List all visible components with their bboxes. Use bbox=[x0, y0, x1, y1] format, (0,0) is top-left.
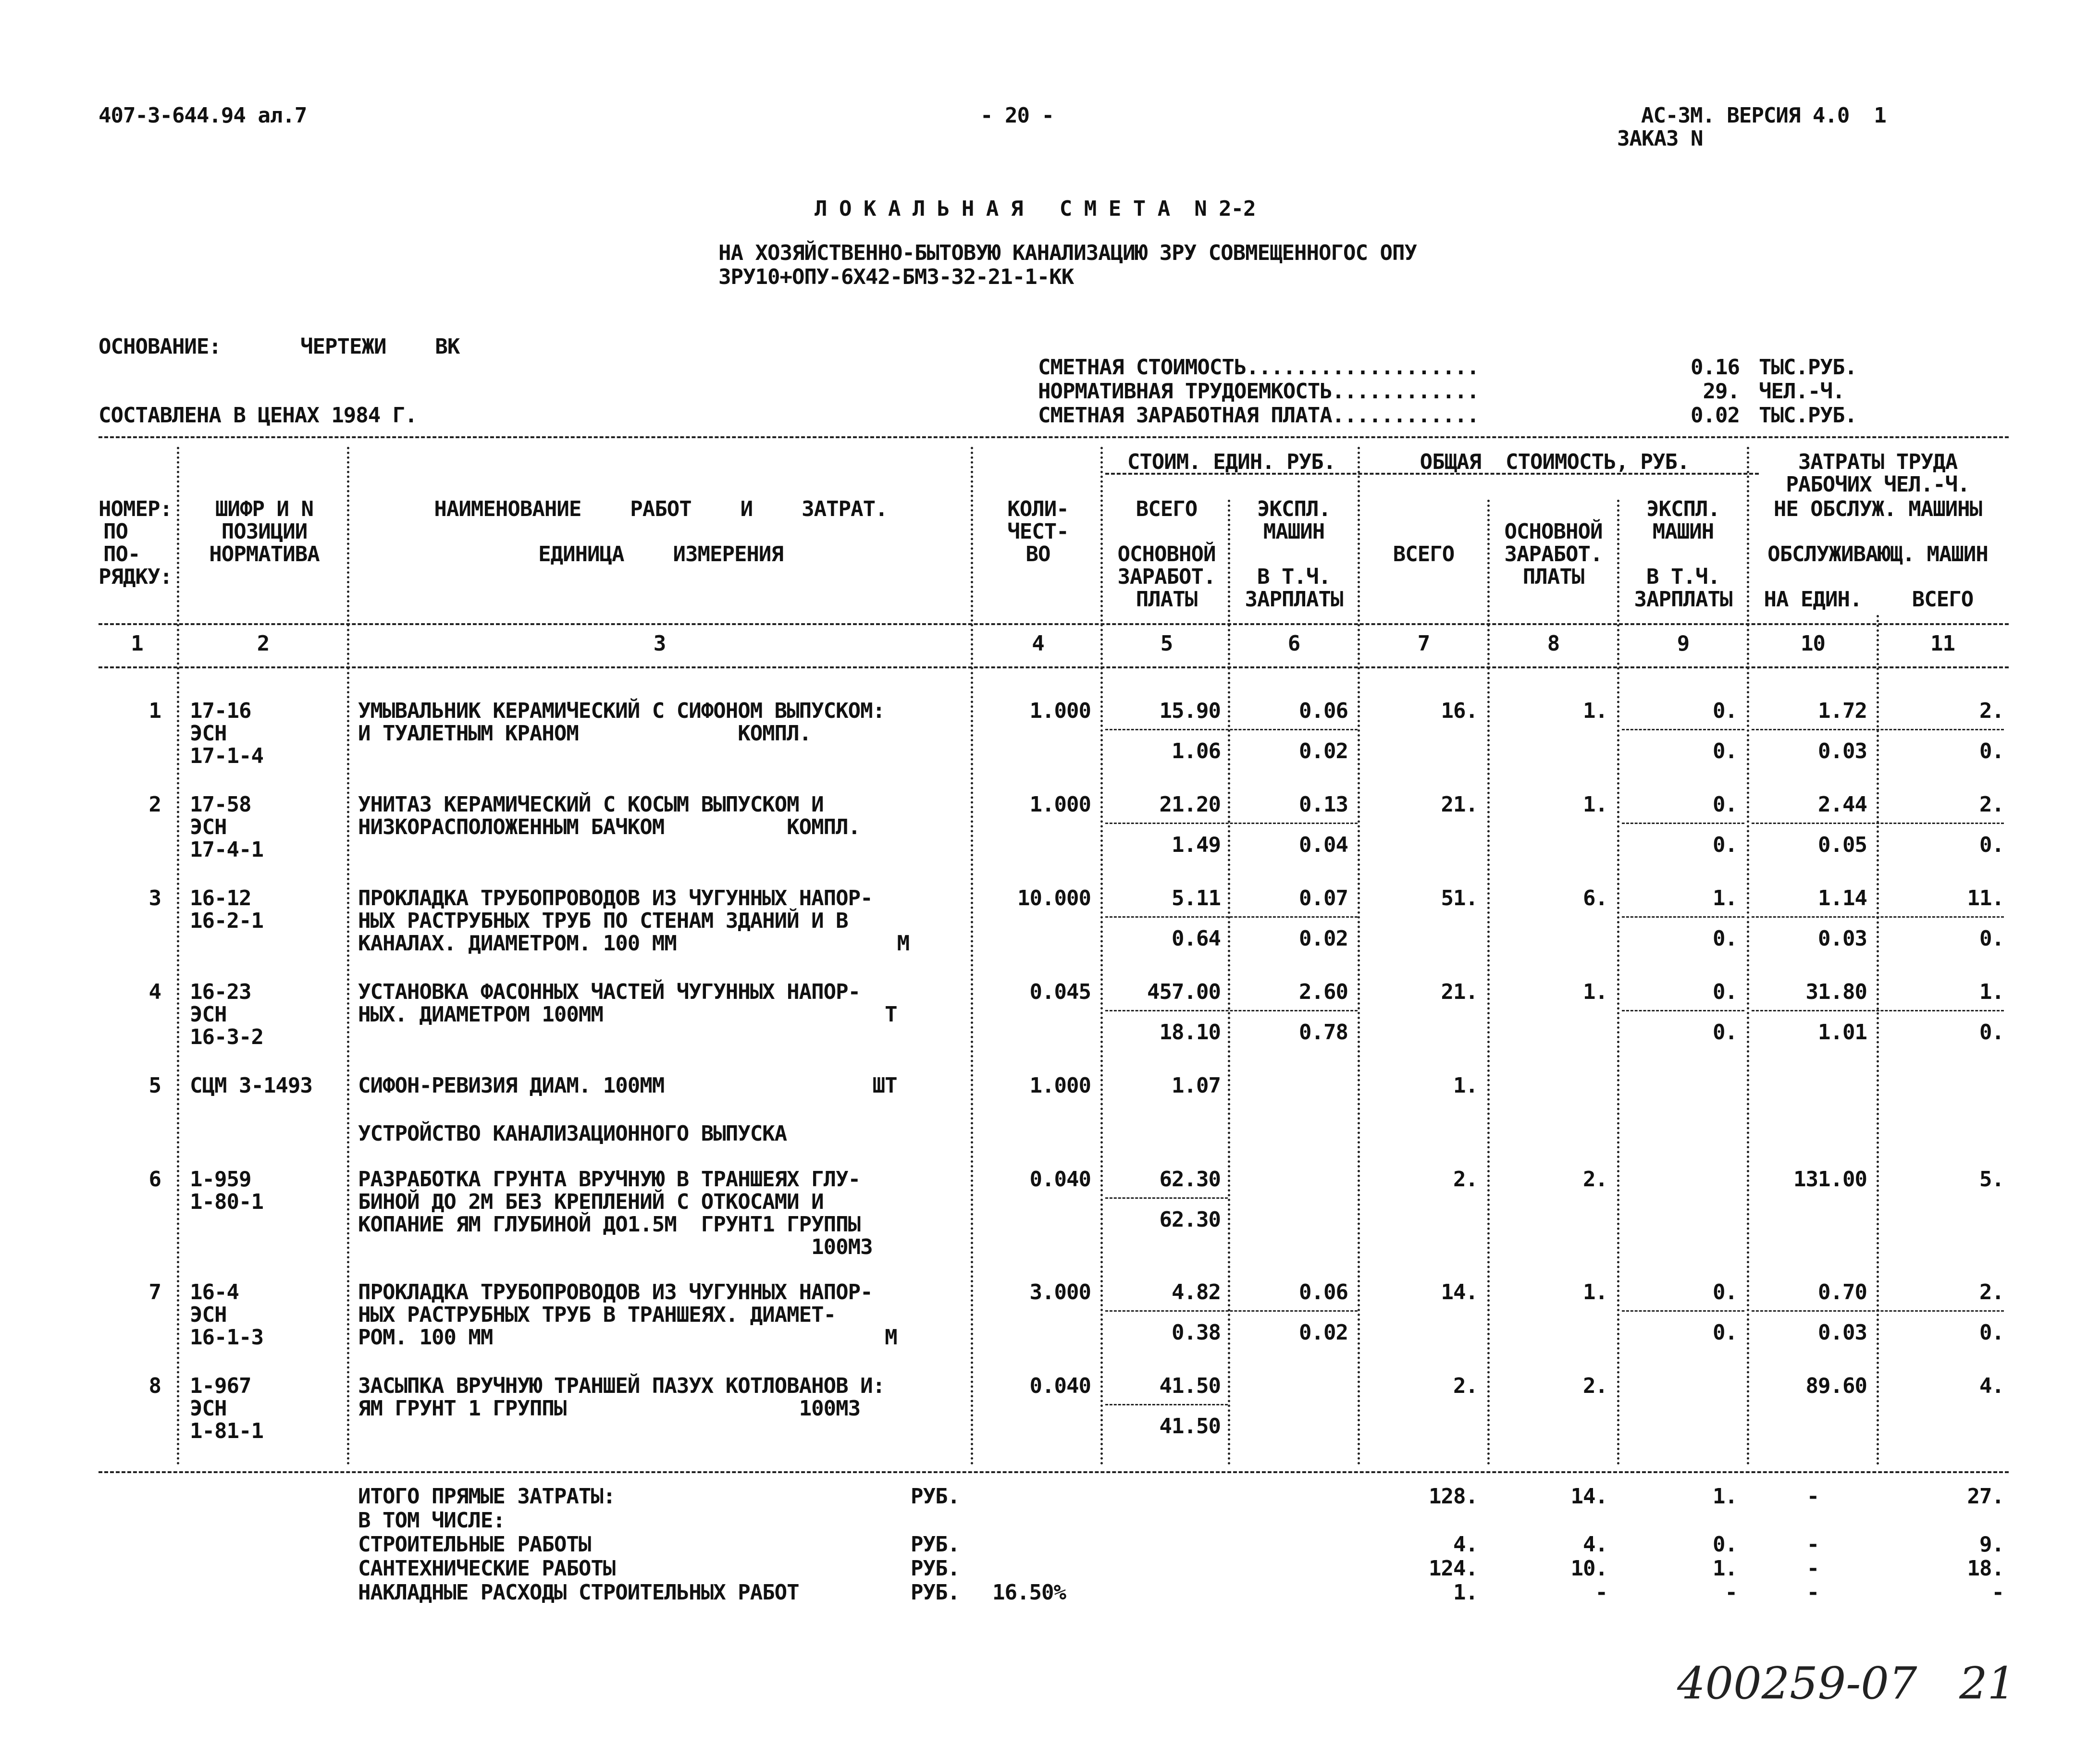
norm-code: ЭСН bbox=[190, 721, 227, 746]
col2-header: ШИФР И N bbox=[215, 497, 313, 521]
total-machines: 0. bbox=[1713, 1532, 1737, 1557]
unit-cost-total: 62.30 bbox=[1159, 1167, 1221, 1192]
labor-total: 5. bbox=[1979, 1167, 2004, 1192]
work-name: УНИТАЗ КЕРАМИЧЕСКИЙ С КОСЫМ ВЫПУСКОМ И bbox=[358, 792, 824, 817]
column-number: 6 bbox=[1287, 631, 1300, 656]
total-wages: 1. bbox=[1583, 699, 1607, 723]
col4-header: ЧЕСТ- bbox=[1007, 519, 1069, 544]
work-name: НИЗКОРАСПОЛОЖЕННЫМ БАЧКОМ КОМПЛ. bbox=[358, 815, 861, 839]
unit-cost-wages: 1.06 bbox=[1172, 739, 1221, 763]
column-separator bbox=[1358, 447, 1360, 1465]
col1-header: ПО- bbox=[103, 542, 140, 566]
labor-total: 2. bbox=[1979, 699, 2004, 723]
row-number: 1 bbox=[148, 699, 161, 723]
summary-value: 0.16 bbox=[1691, 355, 1740, 380]
cell-split-rule bbox=[1622, 1310, 1744, 1312]
quantity: 1.000 bbox=[1029, 699, 1091, 723]
labor-per-unit: 1.14 bbox=[1818, 886, 1867, 910]
total-unit: РУБ. bbox=[911, 1580, 960, 1605]
header-bottom-rule bbox=[99, 623, 2009, 625]
row-number: 7 bbox=[148, 1280, 161, 1304]
column-separator bbox=[1747, 447, 1749, 1465]
total-labor-unit: - bbox=[1806, 1532, 1819, 1557]
row-number: 5 bbox=[148, 1073, 161, 1098]
unit-cost-wages: 41.50 bbox=[1159, 1414, 1221, 1439]
work-name: ПРОКЛАДКА ТРУБОПРОВОДОВ ИЗ ЧУГУННЫХ НАПОР- bbox=[358, 886, 873, 910]
total-label: НАКЛАДНЫЕ РАСХОДЫ СТРОИТЕЛЬНЫХ РАБОТ bbox=[358, 1580, 799, 1605]
labor-machine-per-unit: 0.03 bbox=[1818, 1320, 1867, 1345]
total-machines: 1. bbox=[1713, 886, 1737, 910]
col9-header: ЭКСПЛ. bbox=[1646, 497, 1720, 521]
work-name: УМЫВАЛЬНИК КЕРАМИЧЕСКИЙ С СИФОНОМ ВЫПУСКОМ: bbox=[358, 699, 885, 723]
summary-value: 0.02 bbox=[1691, 403, 1740, 428]
total-unit: РУБ. bbox=[911, 1484, 960, 1509]
total-labor-unit: - bbox=[1806, 1484, 1819, 1509]
work-name: НЫХ. ДИАМЕТРОМ 100ММ Т bbox=[358, 1002, 897, 1027]
column-number: 1 bbox=[131, 631, 143, 656]
labor-total: 1. bbox=[1979, 980, 2004, 1004]
labor-total: 2. bbox=[1979, 792, 2004, 817]
column-separator bbox=[1100, 447, 1103, 1465]
total-wages: 14. bbox=[1570, 1484, 1607, 1509]
quantity: 0.040 bbox=[1029, 1167, 1091, 1192]
total-machines: 1. bbox=[1713, 1556, 1737, 1581]
col2-header: ПОЗИЦИИ bbox=[221, 519, 308, 544]
col10-header: НА ЕДИН. bbox=[1764, 587, 1862, 612]
unit-cost-machines: 2.60 bbox=[1299, 980, 1348, 1004]
labor-total: 11. bbox=[1967, 886, 2004, 910]
work-name: НЫХ РАСТРУБНЫХ ТРУБ В ТРАНШЕЯХ. ДИАМЕТ- bbox=[358, 1303, 836, 1327]
unit-cost-total: 15.90 bbox=[1159, 699, 1221, 723]
labor-group-header: РАБОЧИХ ЧЕЛ.-Ч. bbox=[1786, 472, 1970, 497]
total-wages: 1. bbox=[1583, 1280, 1607, 1304]
labor-machine-total: 0. bbox=[1979, 1320, 2004, 1345]
total-labor: - bbox=[1991, 1580, 2004, 1605]
total-machines: 1. bbox=[1713, 1484, 1737, 1509]
cell-split-rule bbox=[1105, 1010, 1358, 1011]
work-name: ЗАСЫПКА ВРУЧНУЮ ТРАНШЕЙ ПАЗУХ КОТЛОВАНОВ И: bbox=[358, 1374, 885, 1398]
col4-header: ВО bbox=[1025, 542, 1050, 566]
total-label: ИТОГО ПРЯМЫЕ ЗАТРАТЫ: bbox=[358, 1484, 616, 1509]
column-separator bbox=[1487, 500, 1490, 1465]
total-label: САНТЕХНИЧЕСКИЕ РАБОТЫ bbox=[358, 1556, 616, 1581]
col1-header: ПО bbox=[103, 519, 128, 544]
col9-header: МАШИН bbox=[1652, 519, 1714, 544]
col5-header: ВСЕГО bbox=[1136, 497, 1198, 521]
total-cost: 1. bbox=[1453, 1580, 1478, 1605]
norm-code: 16-2-1 bbox=[190, 909, 263, 933]
total-cost: 51. bbox=[1441, 886, 1478, 910]
total-cost: 2. bbox=[1453, 1374, 1478, 1398]
norm-code: 1-967 bbox=[190, 1374, 251, 1398]
labor-subheader: НЕ ОБСЛУЖ. МАШИНЫ bbox=[1773, 497, 1982, 521]
cell-split-rule bbox=[1752, 916, 2004, 918]
version-label: АС-ЗМ. ВЕРСИЯ 4.0 1 bbox=[1641, 103, 1886, 128]
total-cost-group-header: ОБЩАЯ СТОИМОСТЬ, РУБ. bbox=[1420, 450, 1690, 474]
column-number: 2 bbox=[257, 631, 270, 656]
labor-machine-total: 0. bbox=[1979, 1020, 2004, 1045]
norm-code: ЭСН bbox=[190, 1303, 227, 1327]
unit-cost-wages: 18.10 bbox=[1159, 1020, 1221, 1045]
total-labor: 18. bbox=[1967, 1556, 2004, 1581]
norm-code: 16-3-2 bbox=[190, 1025, 263, 1049]
total-cost: 21. bbox=[1441, 980, 1478, 1004]
labor-machine-per-unit: 1.01 bbox=[1818, 1020, 1867, 1045]
handwritten-reference: 400259-07 21 bbox=[1677, 1658, 2016, 1709]
norm-code: 1-81-1 bbox=[190, 1419, 263, 1443]
cell-split-rule bbox=[1105, 916, 1358, 918]
cell-split-rule bbox=[1105, 1310, 1358, 1312]
column-separator bbox=[1617, 500, 1619, 1465]
quantity: 10.000 bbox=[1017, 886, 1091, 910]
col8-header: ПЛАТЫ bbox=[1522, 565, 1584, 589]
col5-header: ЗАРАБОТ. bbox=[1117, 565, 1216, 589]
norm-code: ЭСН bbox=[190, 1396, 227, 1421]
cell-split-rule bbox=[1752, 823, 2004, 824]
unit-cost-machines: 0.13 bbox=[1299, 792, 1348, 817]
total-wages: 2. bbox=[1583, 1167, 1607, 1192]
column-number: 9 bbox=[1677, 631, 1690, 656]
col6-header: ЗАРПЛАТЫ bbox=[1245, 587, 1343, 612]
cell-split-rule bbox=[1105, 823, 1358, 824]
total-cost: 21. bbox=[1441, 792, 1478, 817]
work-name: СИФОН-РЕВИЗИЯ ДИАМ. 100ММ ШТ bbox=[358, 1073, 897, 1098]
basis-value: ЧЕРТЕЖИ ВК bbox=[300, 334, 460, 359]
total-wages: 4. bbox=[1583, 1532, 1607, 1557]
work-name: НЫХ РАСТРУБНЫХ ТРУБ ПО СТЕНАМ ЗДАНИЙ И В bbox=[358, 909, 848, 933]
cell-split-rule bbox=[1622, 729, 1744, 730]
total-cost: 14. bbox=[1441, 1280, 1478, 1304]
column-separator bbox=[1228, 500, 1230, 1465]
quantity: 1.000 bbox=[1029, 792, 1091, 817]
total-cost: 1. bbox=[1453, 1073, 1478, 1098]
col6-header: МАШИН bbox=[1263, 519, 1325, 544]
row-number: 3 bbox=[148, 886, 161, 910]
norm-code: 1-959 bbox=[190, 1167, 251, 1192]
col5-header: ПЛАТЫ bbox=[1136, 587, 1198, 612]
summary-label: СМЕТНАЯ ЗАРАБОТНАЯ ПЛАТА............ bbox=[1038, 403, 1479, 428]
unit-cost-machine-wages: 0.78 bbox=[1299, 1020, 1348, 1045]
estimate-object-code: ЗРУ10+ОПУ-6Х42-БМЗ-32-21-1-КК bbox=[718, 265, 1074, 289]
total-labor-unit: - bbox=[1806, 1556, 1819, 1581]
total-machine-wages: 0. bbox=[1713, 833, 1737, 857]
work-name: ЯМ ГРУНТ 1 ГРУППЫ 100М3 bbox=[358, 1396, 861, 1421]
unit-cost-group-header: СТОИМ. ЕДИН. РУБ. bbox=[1127, 450, 1336, 474]
estimate-title: Л О К А Л Ь Н А Я С М Е Т А N 2-2 bbox=[815, 197, 1256, 221]
total-wages: 2. bbox=[1583, 1374, 1607, 1398]
col9-header: ЗАРПЛАТЫ bbox=[1634, 587, 1732, 612]
unit-cost-total: 21.20 bbox=[1159, 792, 1221, 817]
col6-header: ЭКСПЛ. bbox=[1257, 497, 1331, 521]
unit-cost-total: 41.50 bbox=[1159, 1374, 1221, 1398]
total-label: В ТОМ ЧИСЛЕ: bbox=[358, 1508, 505, 1533]
column-number: 8 bbox=[1547, 631, 1560, 656]
labor-subheader: ОБСЛУЖИВАЮЩ. МАШИН bbox=[1767, 542, 1988, 566]
work-name: РАЗРАБОТКА ГРУНТА ВРУЧНУЮ В ТРАНШЕЯХ ГЛУ- bbox=[358, 1167, 861, 1192]
cell-split-rule bbox=[1105, 1404, 1228, 1405]
col8-header: ЗАРАБОТ. bbox=[1504, 542, 1603, 566]
total-machine-wages: 0. bbox=[1713, 739, 1737, 763]
labor-per-unit: 2.44 bbox=[1818, 792, 1867, 817]
total-cost: 128. bbox=[1429, 1484, 1478, 1509]
col11-header: ВСЕГО bbox=[1912, 587, 1974, 612]
unit-cost-wages: 0.64 bbox=[1172, 926, 1221, 951]
total-cost: 16. bbox=[1441, 699, 1478, 723]
row-number: 2 bbox=[148, 792, 161, 817]
unit-cost-machines: 0.07 bbox=[1299, 886, 1348, 910]
total-unit: РУБ. bbox=[911, 1556, 960, 1581]
table-bottom-rule bbox=[99, 1471, 2009, 1473]
work-name: БИНОЙ ДО 2М БЕЗ КРЕПЛЕНИЙ С ОТКОСАМИ И bbox=[358, 1190, 824, 1214]
total-label: СТРОИТЕЛЬНЫЕ РАБОТЫ bbox=[358, 1532, 591, 1557]
total-machines: 0. bbox=[1713, 792, 1737, 817]
quantity: 1.000 bbox=[1029, 1073, 1091, 1098]
summary-unit: ТЫС.РУБ. bbox=[1759, 355, 1857, 380]
col3-header: НАИМЕНОВАНИЕ РАБОТ И ЗАТРАТ. bbox=[434, 497, 888, 521]
cell-split-rule bbox=[1622, 916, 1744, 918]
labor-per-unit: 0.70 bbox=[1818, 1280, 1867, 1304]
norm-code: 16-12 bbox=[190, 886, 251, 910]
summary-unit: ЧЕЛ.-Ч. bbox=[1759, 379, 1845, 404]
cell-split-rule bbox=[1752, 1310, 2004, 1312]
column-number: 5 bbox=[1160, 631, 1173, 656]
cell-split-rule bbox=[1622, 1010, 1744, 1011]
cell-split-rule bbox=[1752, 1010, 2004, 1011]
unit-cost-machines: 0.06 bbox=[1299, 1280, 1348, 1304]
total-machine-wages: 0. bbox=[1713, 926, 1737, 951]
col5-header: ОСНОВНОЙ bbox=[1117, 542, 1216, 566]
doc-code: 407-3-644.94 ал.7 bbox=[99, 103, 307, 128]
labor-machine-total: 0. bbox=[1979, 926, 2004, 951]
total-labor-unit: - bbox=[1806, 1580, 1819, 1605]
column-number: 10 bbox=[1801, 631, 1825, 656]
col1-header: НОМЕР: bbox=[99, 497, 172, 521]
summary-unit: ТЫС.РУБ. bbox=[1759, 403, 1857, 428]
price-level: СОСТАВЛЕНА В ЦЕНАХ 1984 Г. bbox=[99, 403, 417, 428]
unit-cost-wages: 62.30 bbox=[1159, 1207, 1221, 1232]
total-cost: 2. bbox=[1453, 1167, 1478, 1192]
row-number: 6 bbox=[148, 1167, 161, 1192]
col9-header: В Т.Ч. bbox=[1646, 565, 1720, 589]
total-cost: 124. bbox=[1429, 1556, 1478, 1581]
column-number: 11 bbox=[1930, 631, 1955, 656]
labor-machine-per-unit: 0.03 bbox=[1818, 739, 1867, 763]
norm-code: ЭСН bbox=[190, 815, 227, 839]
total-wages: 10. bbox=[1570, 1556, 1607, 1581]
labor-machine-total: 0. bbox=[1979, 833, 2004, 857]
summary-label: НОРМАТИВНАЯ ТРУДОЕМКОСТЬ............ bbox=[1038, 379, 1479, 404]
total-labor: 27. bbox=[1967, 1484, 2004, 1509]
work-name: И ТУАЛЕТНЫМ КРАНОМ КОМПЛ. bbox=[358, 721, 812, 746]
basis-label: ОСНОВАНИЕ: bbox=[99, 334, 221, 359]
unit-cost-total: 5.11 bbox=[1172, 886, 1221, 910]
labor-machine-per-unit: 0.03 bbox=[1818, 926, 1867, 951]
col2-header: НОРМАТИВА bbox=[209, 542, 320, 566]
page-number: - 20 - bbox=[980, 103, 1054, 128]
labor-total: 4. bbox=[1979, 1374, 2004, 1398]
unit-cost-machine-wages: 0.04 bbox=[1299, 833, 1348, 857]
row-number: 4 bbox=[148, 980, 161, 1004]
col3-header: ЕДИНИЦА ИЗМЕРЕНИЯ bbox=[538, 542, 783, 566]
norm-code: 16-1-3 bbox=[190, 1325, 263, 1350]
col6-header: В Т.Ч. bbox=[1257, 565, 1331, 589]
summary-value: 29. bbox=[1703, 379, 1740, 404]
total-cost: 4. bbox=[1453, 1532, 1478, 1557]
quantity: 0.040 bbox=[1029, 1374, 1091, 1398]
labor-total: 2. bbox=[1979, 1280, 2004, 1304]
norm-code: 16-23 bbox=[190, 980, 251, 1004]
column-number-rule bbox=[99, 666, 2009, 668]
col1-header: РЯДКУ: bbox=[99, 565, 172, 589]
section-title: УСТРОЙСТВО КАНАЛИЗАЦИОННОГО ВЫПУСКА bbox=[358, 1121, 787, 1146]
column-separator bbox=[1877, 615, 1879, 1465]
norm-code: 17-1-4 bbox=[190, 744, 263, 768]
estimate-subtitle: НА ХОЗЯЙСТВЕННО-БЫТОВУЮ КАНАЛИЗАЦИЮ ЗРУ СОВМЕЩЕННОГОС ОПУ bbox=[718, 241, 1417, 265]
total-wages: 1. bbox=[1583, 792, 1607, 817]
total-machine-wages: 0. bbox=[1713, 1320, 1737, 1345]
total-machines: - bbox=[1725, 1580, 1737, 1605]
column-number: 7 bbox=[1417, 631, 1430, 656]
column-number: 3 bbox=[653, 631, 666, 656]
unit-cost-wages: 0.38 bbox=[1172, 1320, 1221, 1345]
norm-code: 17-16 bbox=[190, 699, 251, 723]
unit-cost-machine-wages: 0.02 bbox=[1299, 1320, 1348, 1345]
labor-per-unit: 89.60 bbox=[1805, 1374, 1867, 1398]
unit-cost-machine-wages: 0.02 bbox=[1299, 739, 1348, 763]
total-machines: 0. bbox=[1713, 1280, 1737, 1304]
unit-cost-total: 457.00 bbox=[1147, 980, 1221, 1004]
cell-split-rule bbox=[1105, 1197, 1228, 1199]
cell-split-rule bbox=[1752, 729, 2004, 730]
work-name: УСТАНОВКА ФАСОННЫХ ЧАСТЕЙ ЧУГУННЫХ НАПОР- bbox=[358, 980, 861, 1004]
order-label: ЗАКАЗ N bbox=[1617, 126, 1703, 151]
norm-code: СЦМ 3-1493 bbox=[190, 1073, 312, 1098]
norm-code: 16-4 bbox=[190, 1280, 239, 1304]
row-number: 8 bbox=[148, 1374, 161, 1398]
column-separator bbox=[971, 447, 973, 1465]
col4-header: КОЛИ- bbox=[1007, 497, 1069, 521]
table-top-rule bbox=[99, 436, 2009, 438]
total-wages: 1. bbox=[1583, 980, 1607, 1004]
labor-group-header: ЗАТРАТЫ ТРУДА bbox=[1798, 450, 1958, 474]
work-name: КОПАНИЕ ЯМ ГЛУБИНОЙ ДО1.5М ГРУНТ1 ГРУППЫ bbox=[358, 1212, 861, 1237]
unit-cost-total: 4.82 bbox=[1172, 1280, 1221, 1304]
labor-per-unit: 131.00 bbox=[1793, 1167, 1867, 1192]
unit-cost-total: 1.07 bbox=[1172, 1073, 1221, 1098]
total-machine-wages: 0. bbox=[1713, 1020, 1737, 1045]
total-labor: 9. bbox=[1979, 1532, 2004, 1557]
total-machines: 0. bbox=[1713, 699, 1737, 723]
work-name: РОМ. 100 ММ М bbox=[358, 1325, 897, 1350]
norm-code: 1-80-1 bbox=[190, 1190, 263, 1214]
total-wages: - bbox=[1595, 1580, 1607, 1605]
unit-cost-wages: 1.49 bbox=[1172, 833, 1221, 857]
labor-machine-per-unit: 0.05 bbox=[1818, 833, 1867, 857]
column-separator bbox=[177, 447, 179, 1465]
work-name: ПРОКЛАДКА ТРУБОПРОВОДОВ ИЗ ЧУГУННЫХ НАПОР- bbox=[358, 1280, 873, 1304]
column-number: 4 bbox=[1032, 631, 1044, 656]
total-percent: 16.50% bbox=[992, 1580, 1066, 1605]
col8-header: ОСНОВНОЙ bbox=[1504, 519, 1603, 544]
norm-code: 17-4-1 bbox=[190, 837, 263, 862]
labor-per-unit: 31.80 bbox=[1805, 980, 1867, 1004]
total-wages: 6. bbox=[1583, 886, 1607, 910]
summary-label: СМЕТНАЯ СТОИМОСТЬ................... bbox=[1038, 355, 1479, 380]
norm-code: ЭСН bbox=[190, 1002, 227, 1027]
labor-machine-total: 0. bbox=[1979, 739, 2004, 763]
quantity: 3.000 bbox=[1029, 1280, 1091, 1304]
work-name: КАНАЛАХ. ДИАМЕТРОМ. 100 ММ М bbox=[358, 931, 910, 956]
quantity: 0.045 bbox=[1029, 980, 1091, 1004]
cell-split-rule bbox=[1622, 823, 1744, 824]
work-name: 100М3 bbox=[358, 1235, 873, 1259]
unit-cost-machines: 0.06 bbox=[1299, 699, 1348, 723]
col7-header: ВСЕГО bbox=[1393, 542, 1455, 566]
norm-code: 17-58 bbox=[190, 792, 251, 817]
unit-cost-machine-wages: 0.02 bbox=[1299, 926, 1348, 951]
total-unit: РУБ. bbox=[911, 1532, 960, 1557]
total-machines: 0. bbox=[1713, 980, 1737, 1004]
labor-per-unit: 1.72 bbox=[1818, 699, 1867, 723]
cell-split-rule bbox=[1105, 729, 1358, 730]
